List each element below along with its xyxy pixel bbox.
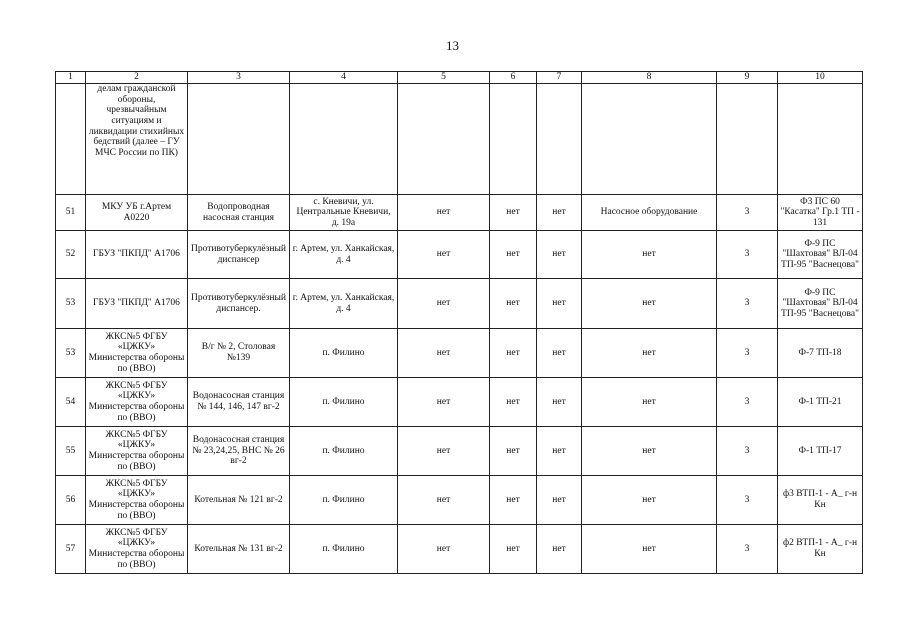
column-5-cell: нет <box>398 279 490 329</box>
table-row <box>56 525 863 574</box>
power-source-cell: Ф-7 ТП-18 <box>778 329 863 378</box>
organization-cell: ГБУЗ "ПКПД" А1706 <box>86 231 188 279</box>
organization-cell: ЖКС№5 ФГБУ «ЦЖКУ» Министерства обороны по (ВВО) <box>86 378 188 427</box>
address-cell: п. Филино <box>290 329 398 378</box>
facility-cell: Водопроводная насосная станция <box>188 195 290 231</box>
table-row <box>56 329 863 378</box>
header-cell: 3 <box>188 72 290 84</box>
equipment-cell: нет <box>582 279 717 329</box>
equipment-cell: нет <box>582 329 717 378</box>
facility-cell: Водонасосная станция № 144, 146, 147 вг-2 <box>188 378 290 427</box>
column-5-cell: нет <box>398 378 490 427</box>
row-number-cell: 56 <box>56 476 86 525</box>
column-7-cell: нет <box>537 279 582 329</box>
organization-cell: МКУ УБ г.Артем А0220 <box>86 195 188 231</box>
column-6-cell: нет <box>490 329 537 378</box>
organization-cell: ГБУЗ "ПКПД" А1706 <box>86 279 188 329</box>
row-number-cell: 53 <box>56 279 86 329</box>
category-cell: 3 <box>717 231 778 279</box>
column-6-cell: нет <box>490 427 537 476</box>
column-7-cell: нет <box>537 378 582 427</box>
column-5-cell: нет <box>398 427 490 476</box>
column-5-cell: нет <box>398 329 490 378</box>
facility-cell: Водонасосная станция № 23,24,25, ВНС № 26 вг-2 <box>188 427 290 476</box>
header-cell: 8 <box>582 72 717 84</box>
row-number-cell: 53 <box>56 329 86 378</box>
column-6-cell: нет <box>490 195 537 231</box>
power-source-cell: Ф-1 ТП-17 <box>778 427 863 476</box>
organization-cell: ЖКС№5 ФГБУ «ЦЖКУ» Министерства обороны по (ВВО) <box>86 427 188 476</box>
column-6-cell: нет <box>490 279 537 329</box>
equipment-cell: нет <box>582 476 717 525</box>
category-cell: 3 <box>717 378 778 427</box>
table-row <box>56 231 863 279</box>
address-cell <box>290 84 398 195</box>
column-7-cell: нет <box>537 329 582 378</box>
table-row <box>56 378 863 427</box>
address-cell: п. Филино <box>290 427 398 476</box>
power-source-cell: Ф-1 ТП-21 <box>778 378 863 427</box>
row-number-cell: 55 <box>56 427 86 476</box>
organization-cell: ЖКС№5 ФГБУ «ЦЖКУ» Министерства обороны по (ВВО) <box>86 525 188 574</box>
facility-cell: Котельная № 121 вг-2 <box>188 476 290 525</box>
address-cell: с. Кневичи, ул. Центральные Кневичи, д. 19а <box>290 195 398 231</box>
header-cell: 6 <box>490 72 537 84</box>
data-table <box>55 71 863 574</box>
column-7-cell: нет <box>537 427 582 476</box>
power-source-cell: Ф-9 ПС "Шахтовая" ВЛ-04 ТП-95 "Васнецова" <box>778 279 863 329</box>
table-row <box>56 476 863 525</box>
power-source-cell: Ф-9 ПС "Шахтовая" ВЛ-04 ТП-95 "Васнецова" <box>778 231 863 279</box>
column-6-cell: нет <box>490 378 537 427</box>
page-number: 13 <box>446 38 459 53</box>
category-cell: 3 <box>717 427 778 476</box>
equipment-cell: Насосное оборудование <box>582 195 717 231</box>
column-5-cell: нет <box>398 476 490 525</box>
category-cell: 3 <box>717 279 778 329</box>
power-source-cell: Ф3 ПС 60 "Касатка" Гр.1 ТП - 131 <box>778 195 863 231</box>
equipment-cell: нет <box>582 525 717 574</box>
row-number-cell: 54 <box>56 378 86 427</box>
row-number-cell: 52 <box>56 231 86 279</box>
header-cell: 1 <box>56 72 86 84</box>
category-cell <box>717 84 778 195</box>
category-cell: 3 <box>717 195 778 231</box>
column-6-cell: нет <box>490 231 537 279</box>
organization-cell: ЖКС№5 ФГБУ «ЦЖКУ» Министерства обороны по (ВВО) <box>86 329 188 378</box>
facility-cell: Котельная № 131 вг-2 <box>188 525 290 574</box>
row-number-cell: 57 <box>56 525 86 574</box>
header-cell: 9 <box>717 72 778 84</box>
category-cell: 3 <box>717 476 778 525</box>
address-cell: г. Артем, ул. Ханкайская, д. 4 <box>290 231 398 279</box>
column-6-cell <box>490 84 537 195</box>
facility-cell <box>188 84 290 195</box>
power-source-cell: ф2 ВТП-1 - А_ г-н Кн <box>778 525 863 574</box>
power-source-cell <box>778 84 863 195</box>
facility-cell: Противотуберкулёзный диспансер. <box>188 279 290 329</box>
header-cell: 5 <box>398 72 490 84</box>
column-5-cell: нет <box>398 195 490 231</box>
equipment-cell: нет <box>582 378 717 427</box>
equipment-cell: нет <box>582 231 717 279</box>
header-cell: 7 <box>537 72 582 84</box>
column-5-cell: нет <box>398 525 490 574</box>
column-7-cell: нет <box>537 525 582 574</box>
table-row <box>56 427 863 476</box>
organization-cell: ЖКС№5 ФГБУ «ЦЖКУ» Министерства обороны по (ВВО) <box>86 476 188 525</box>
table-row <box>56 195 863 231</box>
table-row <box>56 84 863 195</box>
table-row <box>56 279 863 329</box>
equipment-cell: нет <box>582 427 717 476</box>
column-5-cell <box>398 84 490 195</box>
category-cell: 3 <box>717 525 778 574</box>
column-7-cell <box>537 84 582 195</box>
column-7-cell: нет <box>537 476 582 525</box>
organization-cell: делам гражданской обороны, чрезвычайным ситуациям и ликвидации стихийных бедствий (далее – ГУ МЧС России по ПК) <box>86 84 188 195</box>
row-number-cell <box>56 84 86 195</box>
facility-cell: Противотуберкулёзный диспансер <box>188 231 290 279</box>
address-cell: п. Филино <box>290 378 398 427</box>
category-cell: 3 <box>717 329 778 378</box>
header-cell: 4 <box>290 72 398 84</box>
table-header-row <box>56 72 863 84</box>
header-cell: 10 <box>778 72 863 84</box>
column-6-cell: нет <box>490 476 537 525</box>
power-source-cell: ф3 ВТП-1 - А_ г-н Кн <box>778 476 863 525</box>
address-cell: п. Филино <box>290 476 398 525</box>
column-7-cell: нет <box>537 195 582 231</box>
header-cell: 2 <box>86 72 188 84</box>
column-7-cell: нет <box>537 231 582 279</box>
equipment-cell <box>582 84 717 195</box>
column-5-cell: нет <box>398 231 490 279</box>
row-number-cell: 51 <box>56 195 86 231</box>
address-cell: п. Филино <box>290 525 398 574</box>
column-6-cell: нет <box>490 525 537 574</box>
facility-cell: В/г № 2, Столовая №139 <box>188 329 290 378</box>
address-cell: г. Артем, ул. Ханкайская, д. 4 <box>290 279 398 329</box>
